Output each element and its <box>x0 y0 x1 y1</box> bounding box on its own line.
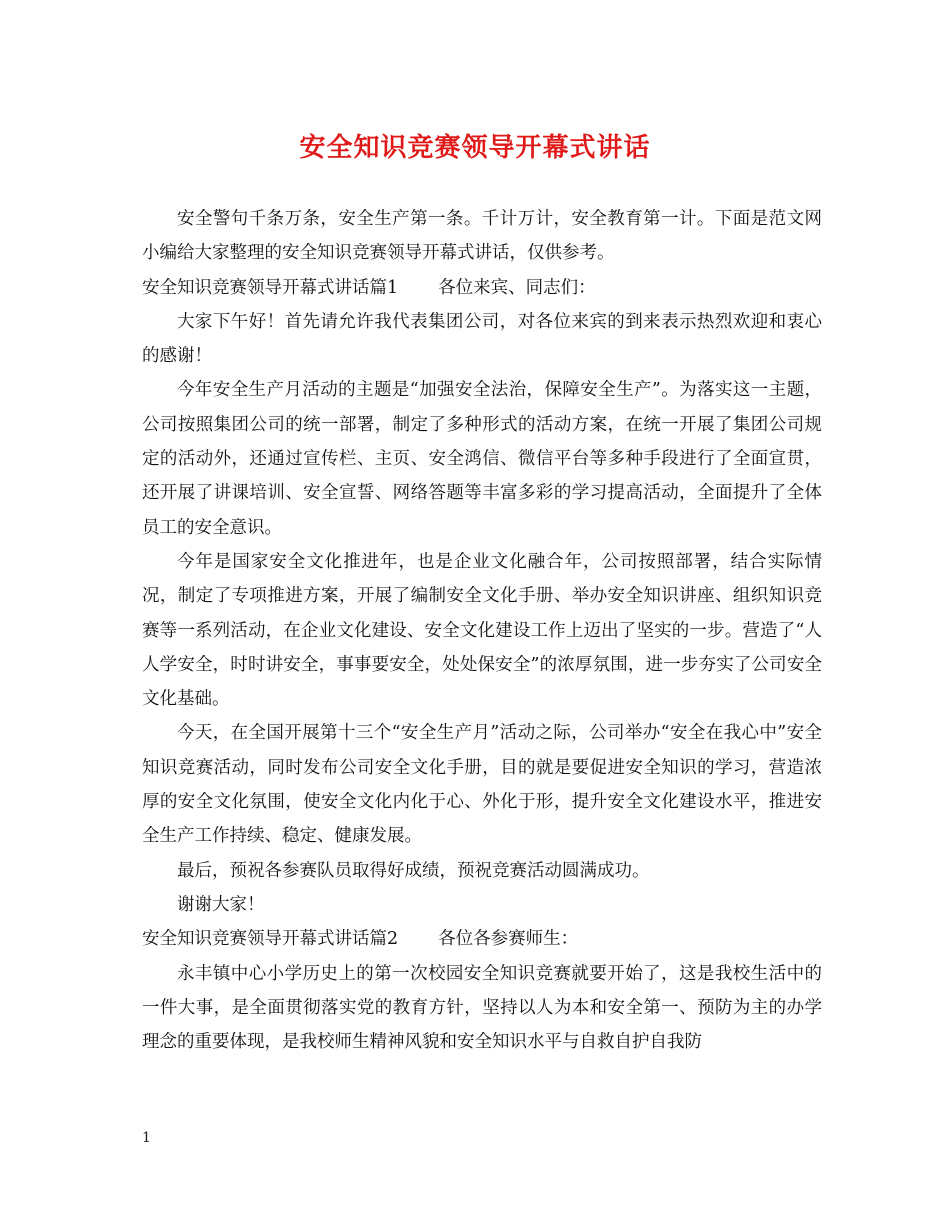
section-1-salutation: 各位来宾、同志们： <box>438 277 596 298</box>
page-number: 1 <box>142 1130 151 1146</box>
section-2-salutation: 各位各参赛师生： <box>438 929 579 950</box>
document-body <box>142 202 822 1059</box>
section-1-paragraph: 今天，在全国开展第十三个“安全生产月”活动之际，公司举办“安全在我心中”安全知识竞赛活动，同时发布公司安全文化手册，目的就是要促进安全知识的学习，营造浓厚的安全文化氛围，使安全文化内化于心、外化于形，提升安全文化建设水平，推进安全生产工作持续、稳定、健康发展。 <box>142 723 822 847</box>
section-1-paragraph: 最后，预祝各参赛队员取得好成绩，预祝竞赛活动圆满成功。 <box>177 860 650 881</box>
section-1-paragraph: 今年安全生产月活动的主题是“加强安全法治，保障安全生产”。为落实这一主题，公司按照集团公司的统一部署，制定了多种形式的活动方案，在统一开展了集团公司规定的活动外，还通过宣传栏、主页、安全鸿信、微信平台等多种手段进行了全面宣贯，还开展了讲课培训、安全宣誓、网络答题等丰富多彩的学习提高活动，全面提升了全体员工的安全意识。 <box>142 380 822 538</box>
document-title: 安全知识竞赛领导开幕式讲话 <box>299 133 651 163</box>
section-1-heading-line <box>142 271 822 305</box>
section-1-paragraph: 大家下午好！首先请允许我代表集团公司，对各位来宾的到来表示热烈欢迎和衷心的感谢！ <box>142 311 822 367</box>
section-2-heading: 安全知识竞赛领导开幕式讲话篇2 <box>142 929 399 950</box>
section-2-heading-line <box>142 922 822 956</box>
section-1-heading: 安全知识竞赛领导开幕式讲话篇1 <box>142 277 399 298</box>
section-1-paragraph: 谢谢大家！ <box>177 894 265 915</box>
section-1-paragraph: 今年是国家安全文化推进年，也是企业文化融合年，公司按照部署，结合实际情况，制定了专项推进方案，开展了编制安全文化手册、举办安全知识讲座、组织知识竞赛等一系列活动，在企业文化建设、安全文化建设工作上迈出了坚实的一步。营造了“人人学安全，时时讲安全，事事要安全，处处保安全”的浓厚氛围，进一步夯实了公司安全文化基础。 <box>142 551 822 710</box>
section-2-paragraph: 永丰镇中心小学历史上的第一次校园安全知识竞赛就要开始了，这是我校生活中的一件大事，是全面贯彻落实党的教育方针，坚持以人为本和安全第一、预防为主的办学理念的重要体现，是我校师生精神风貌和安全知识水平与自救自护自我防 <box>142 963 822 1053</box>
intro-paragraph: 安全警句千条万条，安全生产第一条。千计万计，安全教育第一计。下面是范文网小编给大家整理的安全知识竞赛领导开幕式讲话，仅供参考。 <box>142 209 822 264</box>
